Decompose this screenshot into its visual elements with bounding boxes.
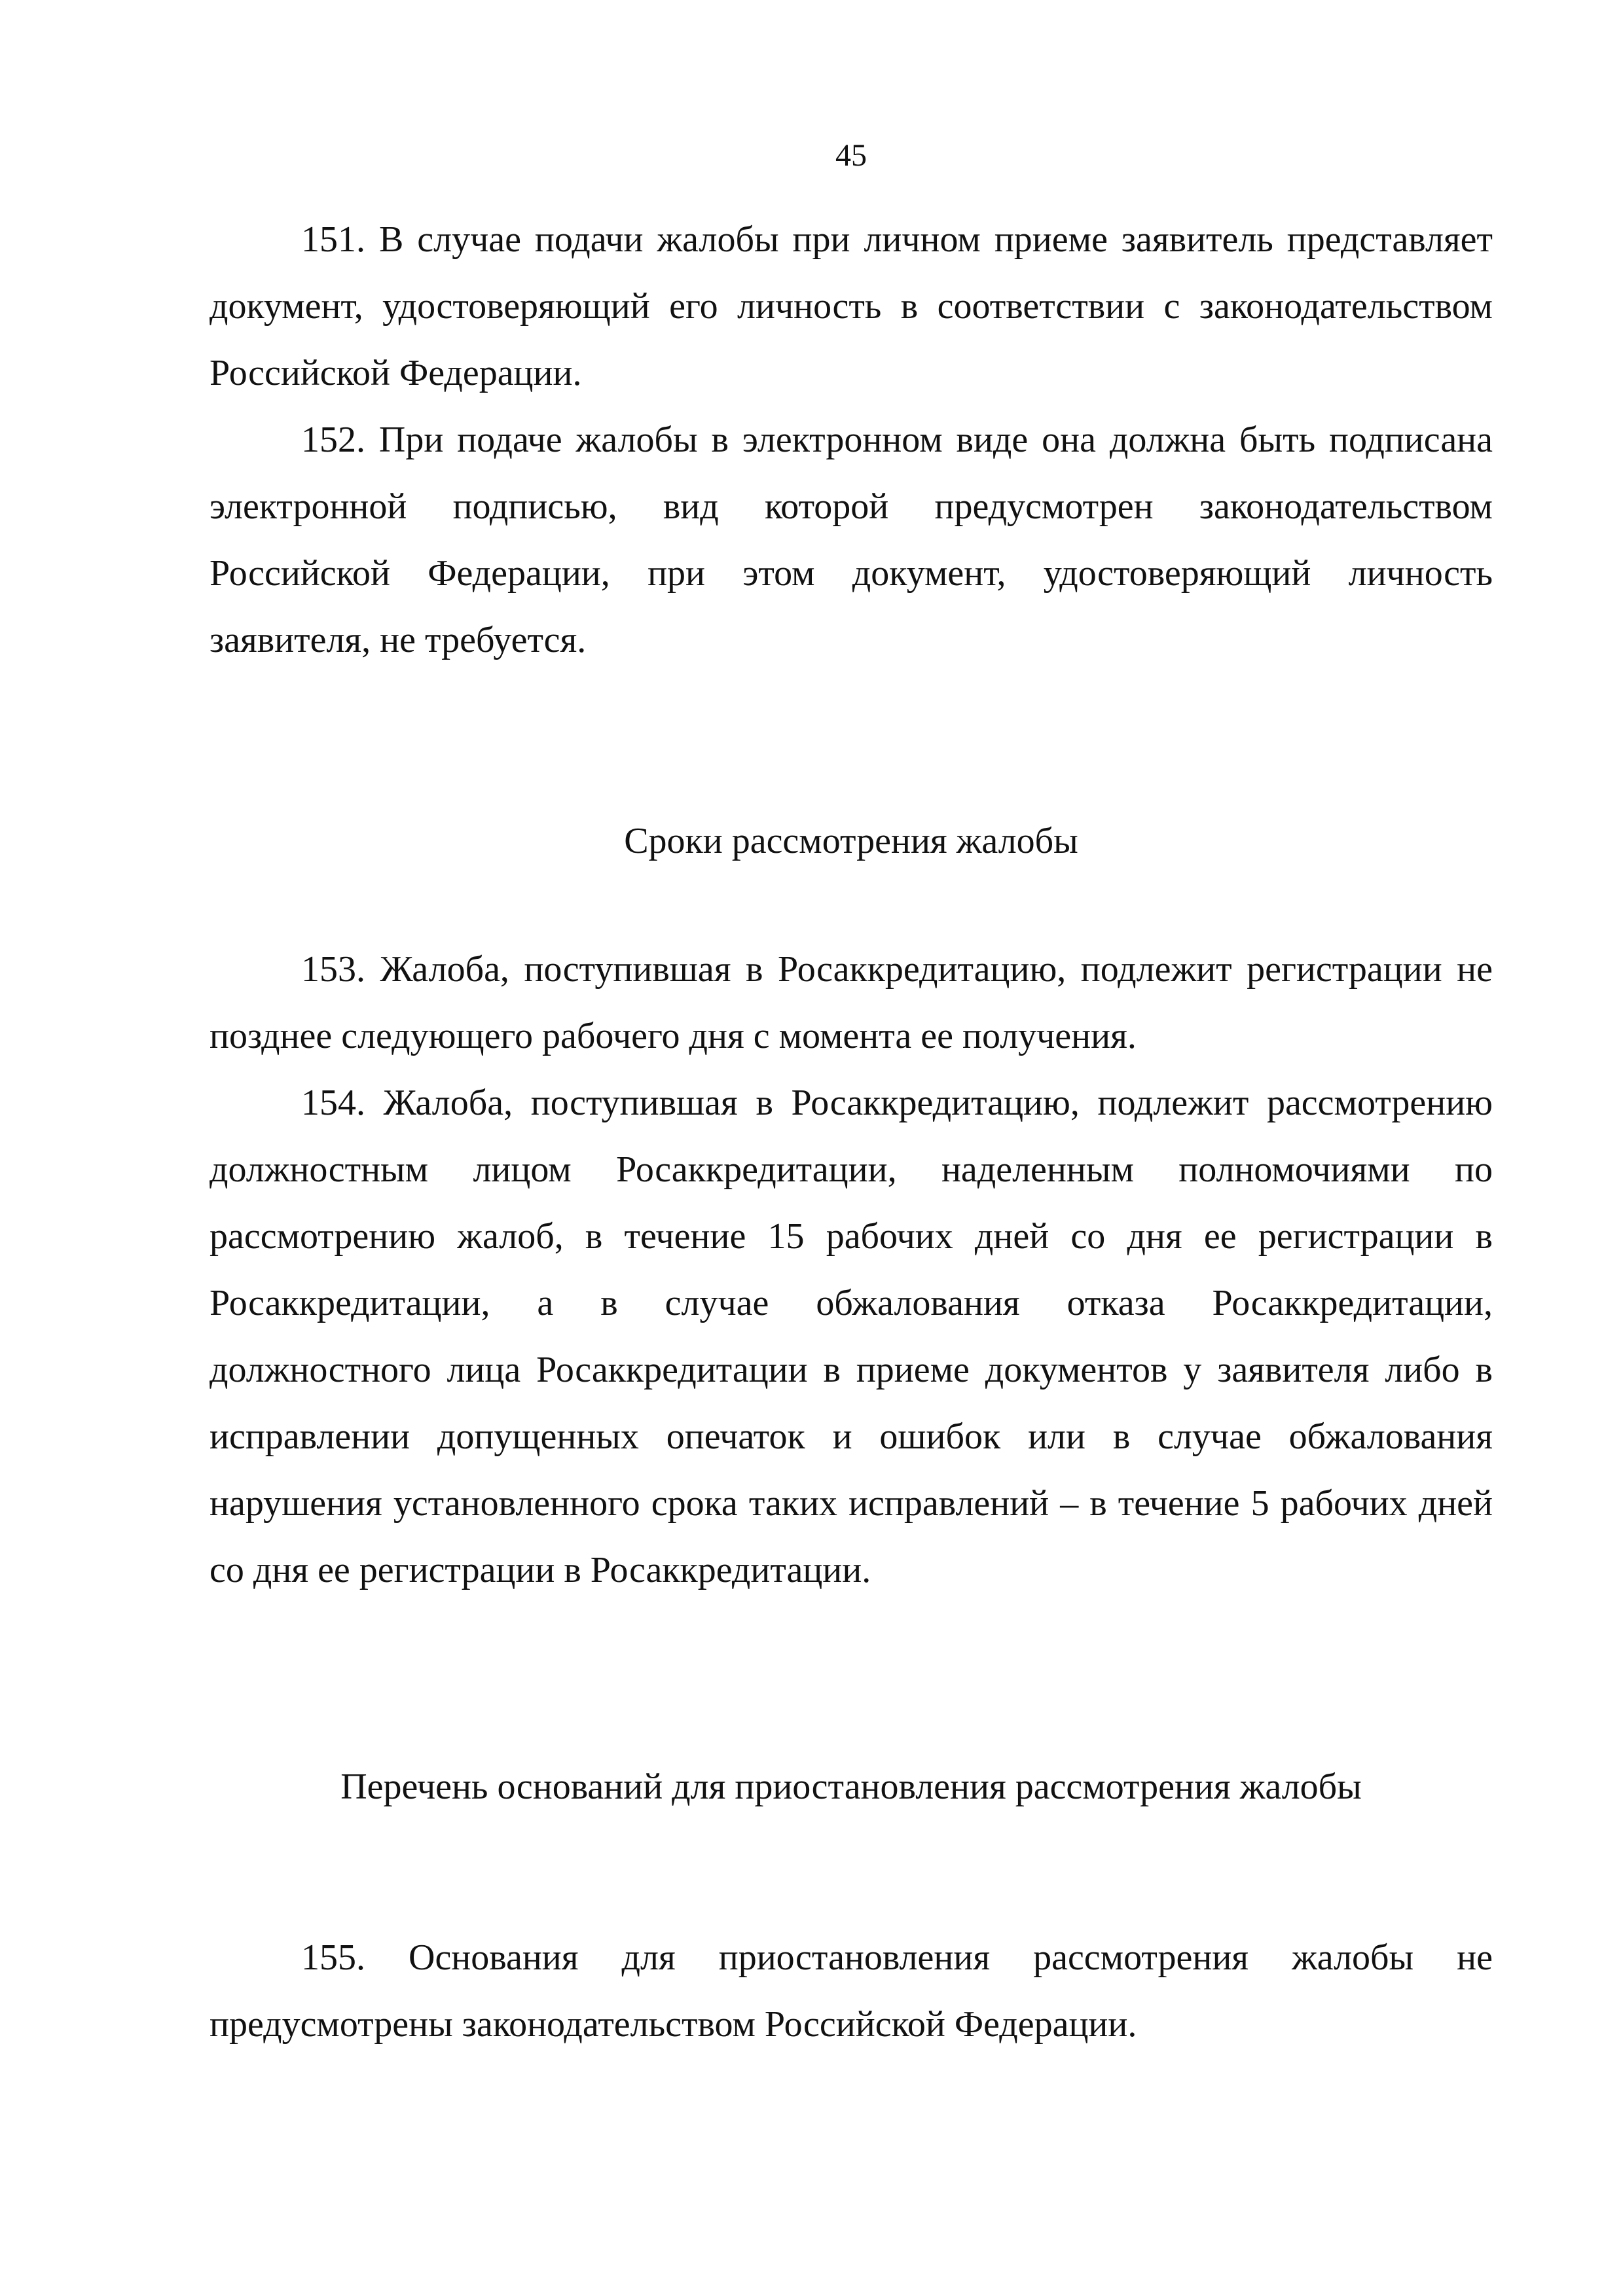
section-heading-suspension-grounds: Перечень оснований для приостановления рассмотрения жалобы <box>340 1767 1362 1807</box>
paragraph-151: 151. В случае подачи жалобы при личном приеме заявитель представляет документ, удостоверяющий его личность в соответствии с законодательством Российской Федерации. <box>210 219 1493 393</box>
paragraph-152: 152. При подаче жалобы в электронном виде она должна быть подписана электронной подписью, вид которой предусмотрен законодательством Российской Федерации, при этом документ, удостоверяющий личность заявителя, не требуется. <box>210 420 1493 660</box>
paragraphs-153-154 <box>210 936 1493 1604</box>
section-heading-review-terms: Сроки рассмотрения жалобы <box>624 821 1078 861</box>
paragraph-155: 155. Основания для приостановления рассмотрения жалобы не предусмотрены законодательством Российской Федерации. <box>210 1937 1493 2045</box>
paragraph-154: 154. Жалоба, поступившая в Росаккредитацию, подлежит рассмотрению должностным лицом Росаккредитации, наделенным полномочиями по рассмотрению жалоб, в течение 15 рабочих дней со дня ее регистрации в Росаккредитации, а в случае обжалования отказа Росаккредитации, должностного лица Росаккредитации в приеме документов у заявителя либо в исправлении допущенных опечаток и ошибок или в случае обжалования нарушения установленного срока таких исправлений – в течение 5 рабочих дней со дня ее регистрации в Росаккредитации. <box>210 1083 1493 1590</box>
paragraphs-151-152 <box>210 206 1493 673</box>
paragraph-155-block <box>210 1924 1493 2058</box>
page-number: 45 <box>835 138 867 173</box>
paragraph-153: 153. Жалоба, поступившая в Росаккредитацию, подлежит регистрации не позднее следующего рабочего дня с момента ее получения. <box>210 949 1493 1056</box>
